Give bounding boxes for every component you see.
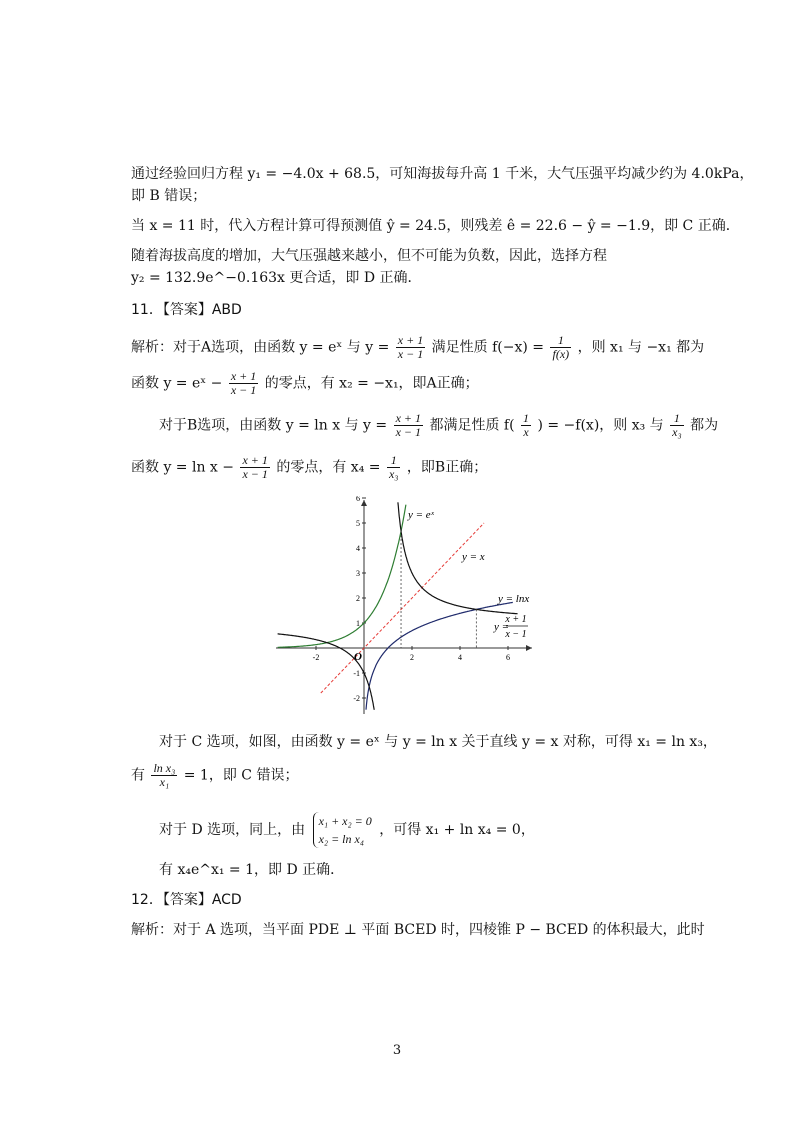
- fraction-rational-2: [229, 370, 258, 397]
- fraction-rational-1: [396, 334, 425, 361]
- text-line-6: [131, 334, 704, 361]
- fraction-den: x₃: [388, 467, 399, 481]
- fraction-num: x + 1: [395, 411, 421, 425]
- fraction-one-over-x3-b: [387, 454, 401, 481]
- fraction-num: 1: [550, 334, 571, 348]
- y-tick-label: -2: [353, 694, 360, 703]
- fraction-den: x₃: [672, 425, 682, 439]
- text-line-10: 对于 C 选项，如图，由函数 y = eˣ 与 y = ln x 关于直线 y = x 对称，可得 x₁ = ln x₃，: [159, 734, 717, 750]
- text-9a: 函数 y = ln x −: [131, 459, 235, 476]
- label-rational-den: x − 1: [505, 629, 527, 640]
- text-line-9: [131, 454, 487, 481]
- equation-system: [313, 812, 372, 848]
- x-tick-label: 2: [410, 653, 414, 662]
- graph-svg: [272, 496, 534, 716]
- text-line-11: [131, 762, 298, 789]
- label-identity: y = x: [462, 551, 485, 563]
- text-7b: 的零点，有 x₂ = −x₁，即A正确；: [264, 375, 479, 392]
- y-tick-label: 2: [356, 594, 360, 603]
- text-line-2: 即 B 错误；: [131, 188, 207, 204]
- fraction-reciprocal: [550, 334, 571, 361]
- y-tick-label: 5: [356, 519, 360, 528]
- curve-ln: [366, 602, 513, 709]
- y-tick-label: 6: [356, 496, 360, 503]
- fraction-den: x − 1: [397, 347, 424, 361]
- fraction-num: 1: [670, 412, 684, 426]
- graph-curves: [278, 502, 518, 710]
- equation-2: x₂ = ln x₄: [318, 832, 365, 846]
- text-line-3: 当 x = 11 时，代入方程计算可得预测值 ŷ = 24.5，则残差 ê = 22.6 − ŷ = −1.9，即 C 正确．: [131, 218, 740, 234]
- fraction-num: x + 1: [230, 369, 257, 383]
- text-line-12: [159, 812, 535, 848]
- fraction-den: f(x): [552, 347, 570, 361]
- fraction-num: ln x₃: [153, 761, 176, 775]
- graph-axes: [276, 500, 532, 714]
- text-line-7: [131, 370, 479, 397]
- fraction-ln-x3: [151, 762, 177, 789]
- fraction-rational-3: [394, 412, 423, 439]
- fraction-rational-4: [240, 454, 269, 481]
- text-line-8: [159, 412, 718, 439]
- graph-labels: [354, 509, 529, 663]
- y-tick-label: -1: [353, 669, 360, 678]
- fraction-den: x − 1: [230, 383, 257, 397]
- text-8c: ) = −f(x)，则 x₃ 与: [537, 417, 664, 434]
- x-axis-arrow: [526, 645, 532, 651]
- fraction-num: x + 1: [242, 453, 268, 467]
- fraction-one-over-x: [521, 412, 531, 439]
- line-y-equals-x: [321, 523, 484, 693]
- answer-12-heading: 12．【答案】ACD: [131, 892, 242, 908]
- y-tick-label: 4: [356, 544, 360, 553]
- text-6a: 解析：对于A选项，由函数 y = eˣ 与 y =: [131, 339, 390, 356]
- fraction-den: x − 1: [395, 425, 421, 439]
- label-rational-num: x + 1: [505, 614, 527, 625]
- fraction-num: 1: [523, 411, 529, 425]
- text-line-4: 随着海拔高度的增加，大气压强越来越小，但不可能为负数，因此，选择方程: [131, 248, 607, 264]
- fraction-one-over-x3: [670, 412, 684, 439]
- text-9c: ，即B正确；: [406, 459, 488, 476]
- text-line-13: 有 x₄e^x₁ = 1，即 D 正确．: [159, 862, 345, 878]
- fraction-num: x + 1: [397, 333, 424, 347]
- text-8a: 对于B选项，由函数 y = ln x 与 y =: [159, 417, 388, 434]
- x-tick-label: 6: [506, 653, 510, 662]
- origin-label: O: [354, 651, 362, 663]
- text-7a: 函数 y = eˣ −: [131, 375, 223, 392]
- text-11a: 有: [131, 767, 145, 784]
- fraction-den: x₁: [159, 775, 170, 789]
- label-rational-prefix: y =: [494, 621, 510, 633]
- curve-exp: [278, 505, 406, 648]
- label-ln: y = lnx: [498, 593, 530, 605]
- fraction-den: x − 1: [242, 467, 268, 481]
- text-12a: 对于 D 选项，同上，由: [159, 822, 306, 838]
- text-line-5: y₂ = 132.9e^−0.163x 更合适，即 D 正确．: [131, 270, 422, 286]
- y-tick-label: 3: [356, 569, 360, 578]
- function-graph: [272, 496, 534, 716]
- text-line-14: 解析：对于 A 选项，当平面 PDE ⊥ 平面 BCED 时，四棱锥 P − BCED 的体积最大，此时: [131, 922, 705, 938]
- fraction-num: 1: [387, 454, 401, 468]
- text-6b: 满足性质 f(−x) =: [431, 339, 545, 356]
- text-11b: = 1，即 C 错误；: [183, 767, 299, 784]
- text-12b: ，可得 x₁ + ln x₄ = 0，: [379, 822, 535, 838]
- text-line-1: 通过经验回归方程 y₁ = −4.0x + 68.5，可知海拔每升高 1 千米，大气压强平均减少约为 4.0kPa，: [131, 166, 754, 182]
- label-exp: y = eˣ: [408, 509, 434, 521]
- y-axis-arrow: [361, 500, 367, 506]
- y-tick-label: 1: [356, 619, 360, 628]
- text-8b: 都满足性质 f(: [429, 417, 515, 434]
- page-number: 3: [392, 1043, 402, 1058]
- text-9b: 的零点，有 x₄ =: [276, 459, 381, 476]
- fraction-den: x: [523, 425, 529, 439]
- equation-1: x₁ + x₂ = 0: [318, 814, 372, 828]
- text-6c: ，则 x₁ 与 −x₁ 都为: [577, 339, 705, 356]
- x-tick-label: 4: [458, 653, 462, 662]
- answer-11-heading: 11．【答案】ABD: [131, 302, 242, 318]
- text-8d: 都为: [690, 417, 719, 434]
- x-tick-label: -2: [312, 653, 320, 662]
